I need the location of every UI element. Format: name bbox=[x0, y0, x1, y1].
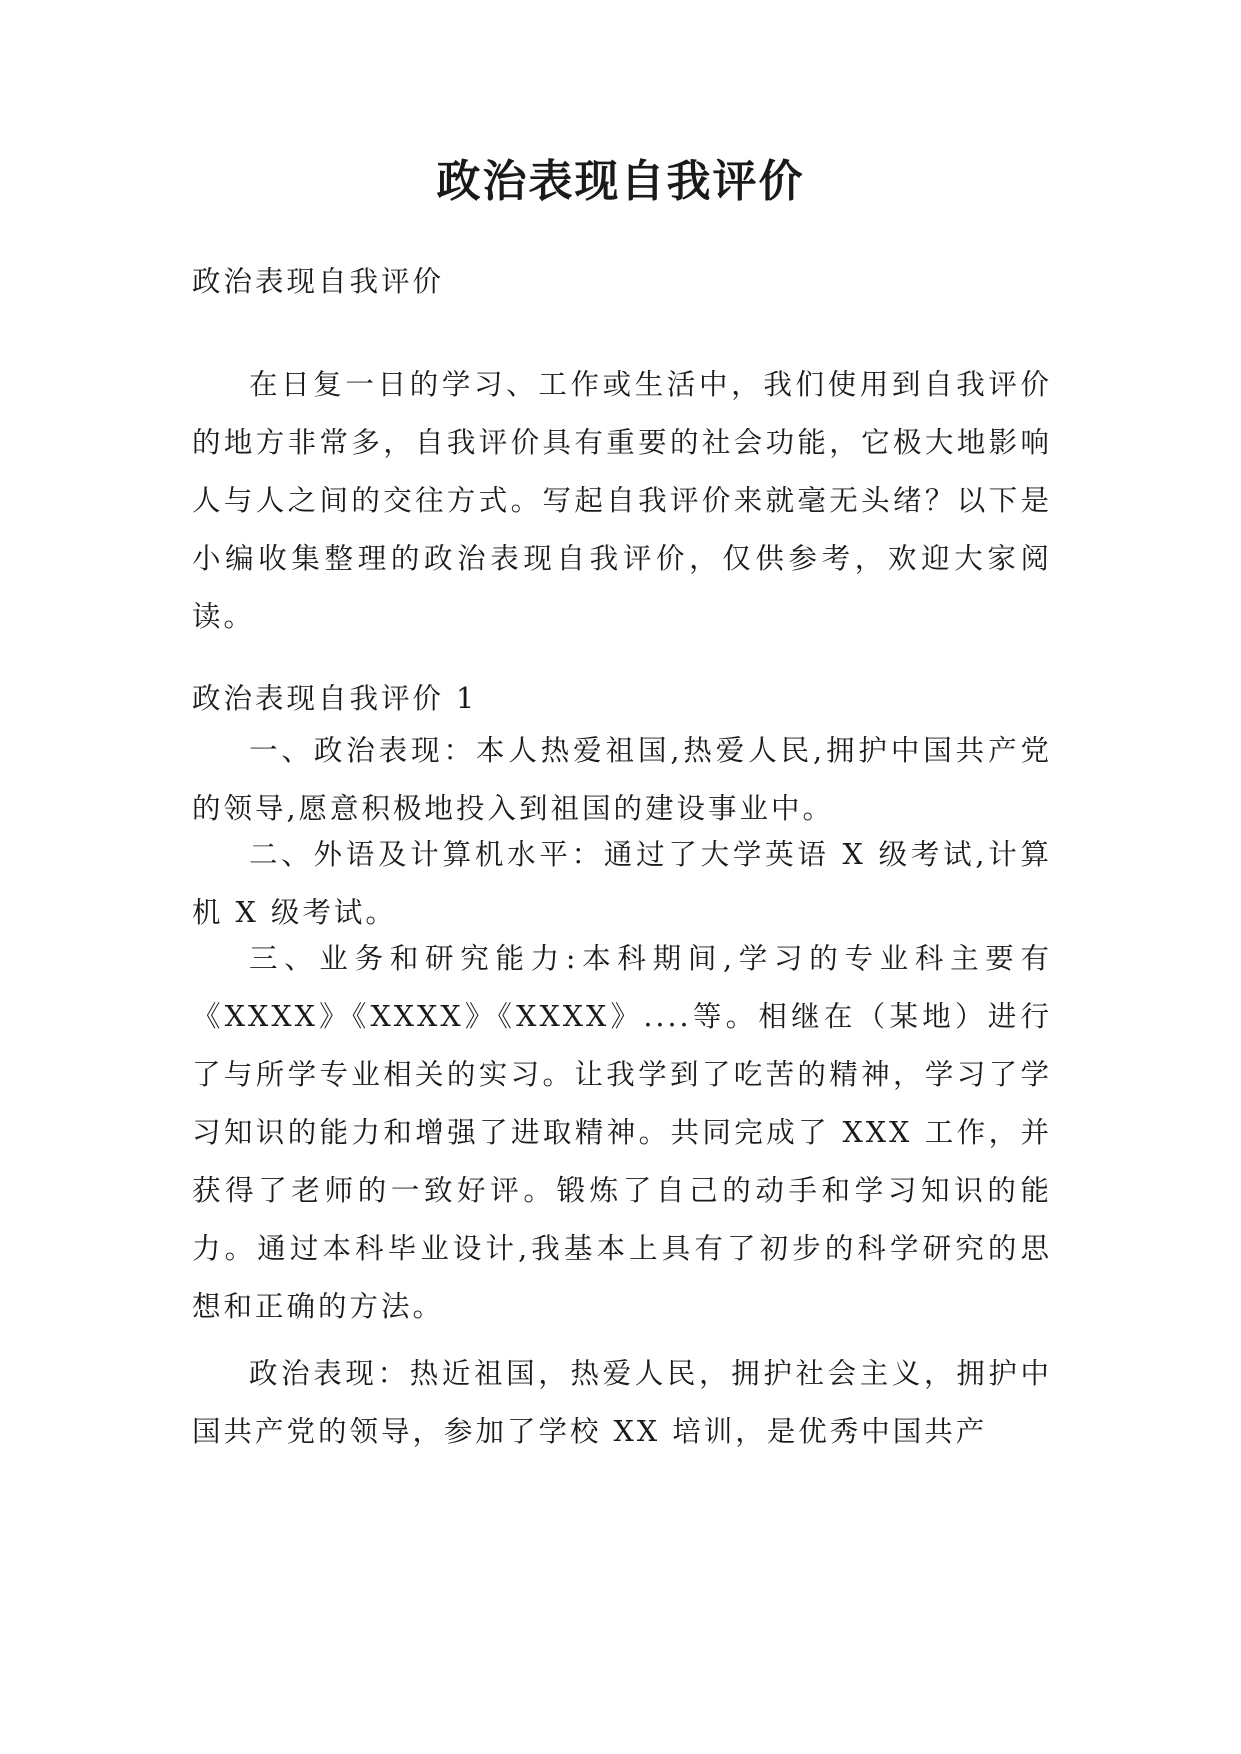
document-title: 政治表现自我评价 bbox=[436, 156, 805, 207]
paragraph-research: 三、业务和研究能力:本科期间,学习的专业科主要有《XXXX》《XXXX》《XXXX》....等。相继在（某地）进行了与所学专业相关的实习。让我学到了吃苦的精神，学习了学习知识的能力和增强了进取精神。共同完成了 XXX 工作，并获得了老师的一致好评。锻炼了自己的动手和学习知识的能力。通过本科毕业设计,我基本上具有了初步的科学研究的思想和正确的方法。 bbox=[192, 942, 1052, 1323]
paragraph-political-2: 政治表现：热近祖国，热爱人民，拥护社会主义，拥护中国共产党的领导，参加了学校 XX 培训，是优秀中国共产 bbox=[192, 1357, 1052, 1448]
paragraph-political: 一、政治表现：本人热爱祖国,热爱人民,拥护中国共产党的领导,愿意积极地投入到祖国的建设事业中。 bbox=[192, 734, 1052, 825]
paragraph-language-computer: 二、外语及计算机水平：通过了大学英语 X 级考试,计算机 X 级考试。 bbox=[192, 838, 1052, 929]
intro-paragraph: 在日复一日的学习、工作或生活中，我们使用到自我评价的地方非常多，自我评价具有重要的社会功能，它极大地影响人与人之间的交往方式。写起自我评价来就毫无头绪？以下是小编收集整理的政治表现自我评价，仅供参考，欢迎大家阅读。 bbox=[192, 368, 1052, 633]
document-subtitle: 政治表现自我评价 bbox=[192, 265, 445, 298]
section-heading: 政治表现自我评价 1 bbox=[192, 682, 478, 715]
